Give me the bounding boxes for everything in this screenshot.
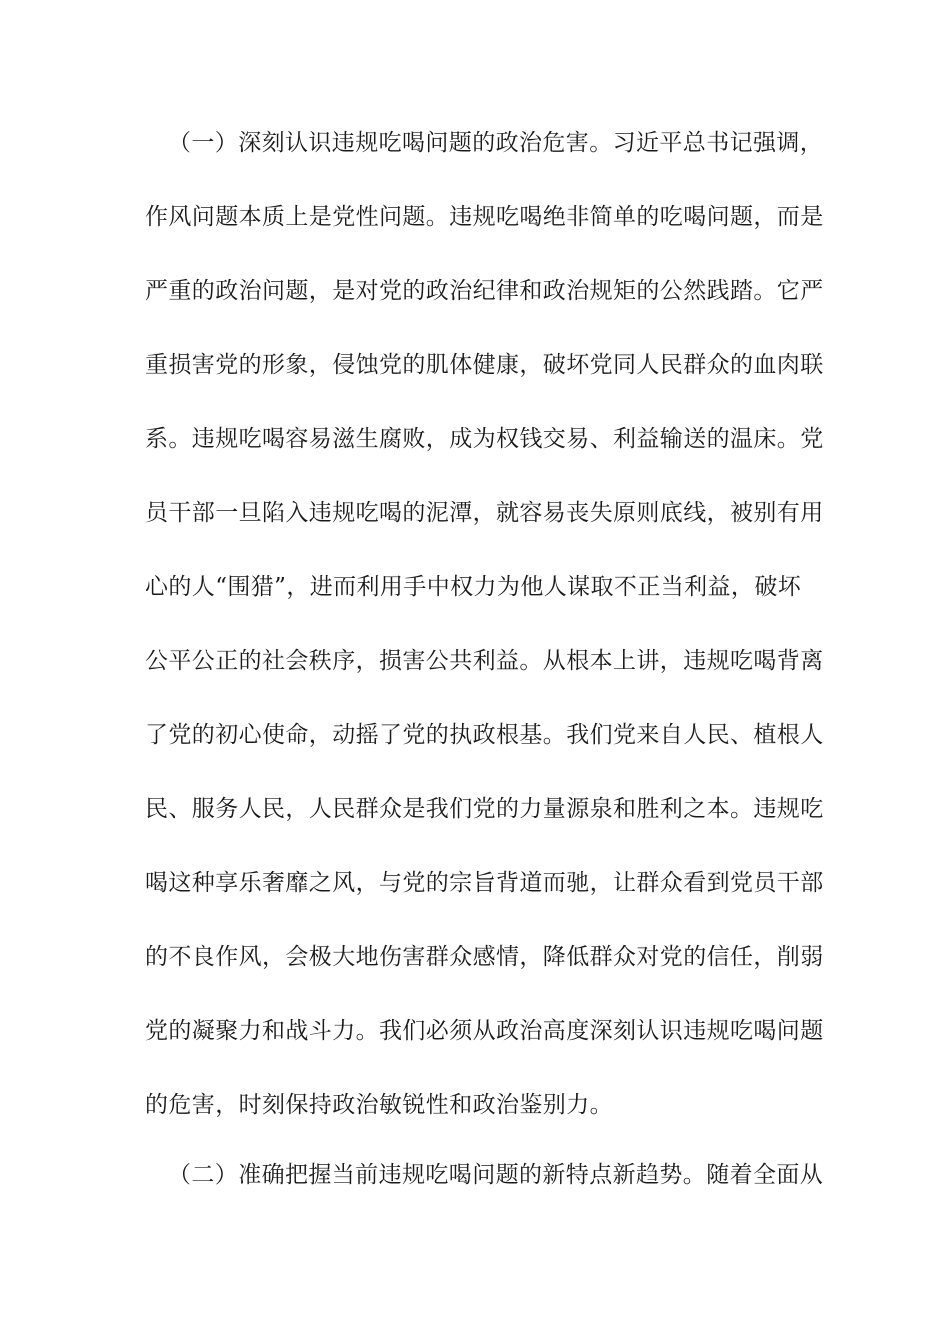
- paragraph-1-line-3: 严重的政治问题，是对党的政治纪律和政治规矩的公然践踏。它严: [145, 278, 824, 304]
- paragraph-1-line-11: 喝这种享乐奢靡之风，与党的宗旨背道而驰，让群众看到党员干部: [145, 870, 824, 896]
- paragraph-1-line-12: 的不良作风，会极大地伤害群众感情，降低群众对党的信任，削弱: [145, 944, 824, 970]
- paragraph-1-line-5: 系。违规吃喝容易滋生腐败，成为权钱交易、利益输送的温床。党: [145, 426, 824, 452]
- paragraph-1-line-1: （一）深刻认识违规吃喝问题的政治危害。习近平总书记强调，: [168, 130, 824, 156]
- paragraph-1-line-13: 党的凝聚力和战斗力。我们必须从政治高度深刻认识违规吃喝问题: [145, 1018, 824, 1044]
- paragraph-1-line-6: 员干部一旦陷入违规吃喝的泥潭，就容易丧失原则底线，被别有用: [145, 500, 824, 526]
- paragraph-1-line-10: 民、服务人民，人民群众是我们党的力量源泉和胜利之本。违规吃: [145, 796, 824, 822]
- paragraph-2-line-1: （二）准确把握当前违规吃喝问题的新特点新趋势。随着全面从: [168, 1162, 824, 1188]
- paragraph-1-line-2: 作风问题本质上是党性问题。违规吃喝绝非简单的吃喝问题，而是: [145, 204, 824, 230]
- paragraph-1-line-7: 心的人“围猎”，进而利用手中权力为他人谋取不正当利益，破坏: [145, 574, 802, 600]
- paragraph-1-line-14: 的危害，时刻保持政治敏锐性和政治鉴别力。: [145, 1092, 613, 1118]
- paragraph-1-line-4: 重损害党的形象，侵蚀党的肌体健康，破坏党同人民群众的血肉联: [145, 352, 824, 378]
- paragraph-1-line-8: 公平公正的社会秩序，损害公共利益。从根本上讲，违规吃喝背离: [145, 648, 824, 674]
- paragraph-1-line-9: 了党的初心使命，动摇了党的执政根基。我们党来自人民、植根人: [145, 722, 824, 748]
